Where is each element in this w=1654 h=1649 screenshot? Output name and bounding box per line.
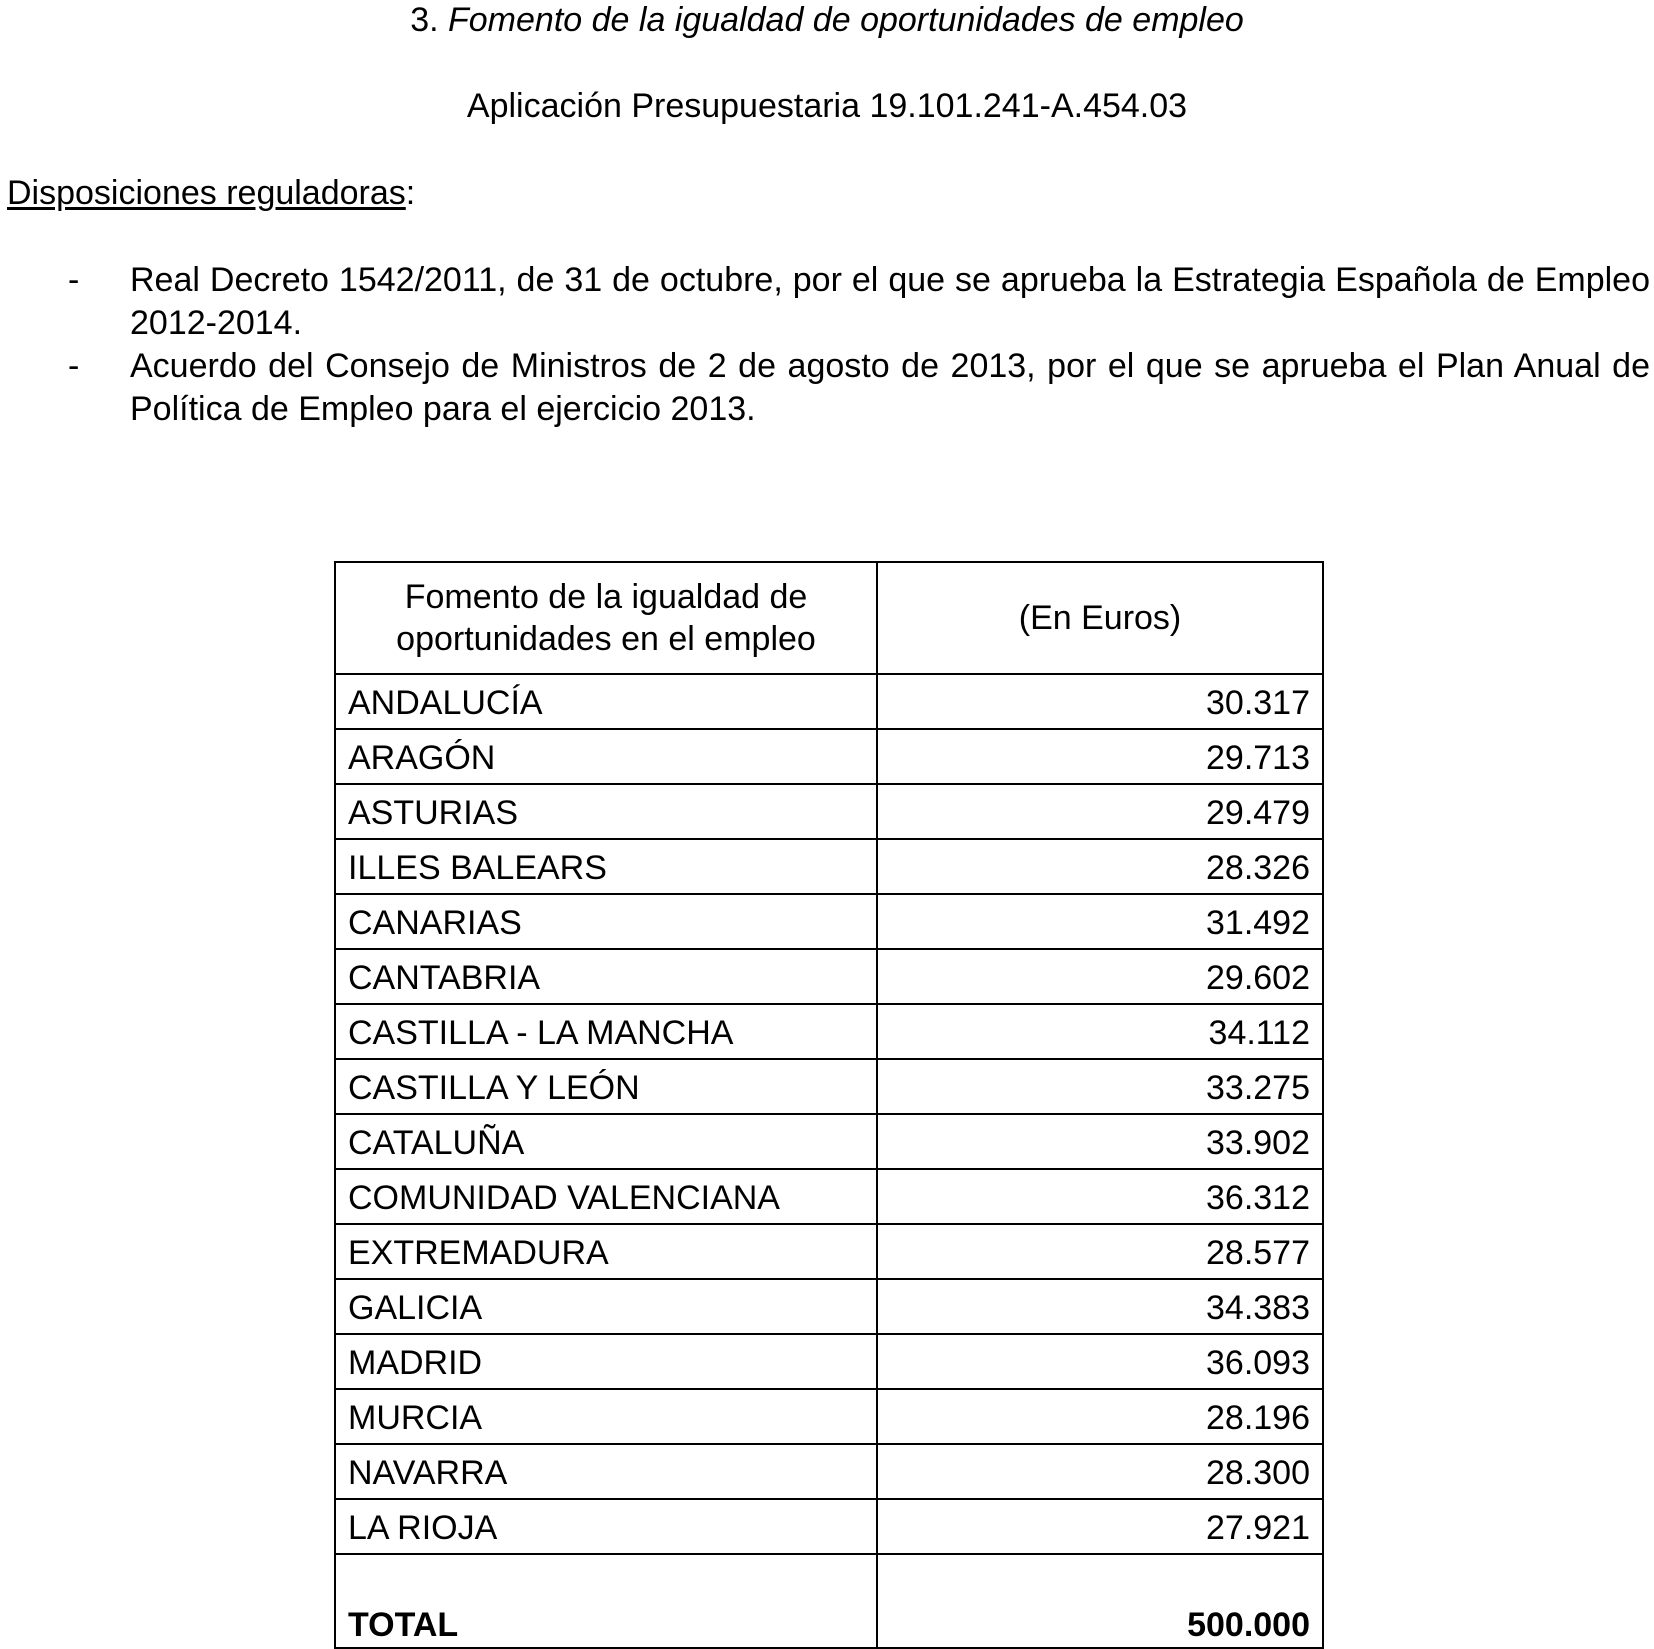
section-heading xyxy=(0,0,1654,40)
region-name: LA RIOJA xyxy=(335,1499,877,1554)
region-name: MADRID xyxy=(335,1334,877,1389)
region-name: CASTILLA - LA MANCHA xyxy=(335,1004,877,1059)
bullet-dash: - xyxy=(68,347,80,385)
region-name: ASTURIAS xyxy=(335,784,877,839)
bullet-dash: - xyxy=(68,261,80,299)
region-name: CASTILLA Y LEÓN xyxy=(335,1059,877,1114)
dispositions-label: Disposiciones reguladoras xyxy=(7,174,406,212)
region-amount: 29.602 xyxy=(877,949,1323,1004)
region-name: CATALUÑA xyxy=(335,1114,877,1169)
region-amount: 33.275 xyxy=(877,1059,1323,1114)
regulations-list xyxy=(0,259,1654,431)
budget-line: Aplicación Presupuestaria 19.101.241-A.454.03 xyxy=(466,87,1188,125)
table-row xyxy=(335,729,1323,784)
region-name: NAVARRA xyxy=(335,1444,877,1499)
region-amount: 28.196 xyxy=(877,1389,1323,1444)
region-name: ANDALUCÍA xyxy=(335,674,877,729)
table-row xyxy=(335,1004,1323,1059)
table-body xyxy=(335,674,1323,1648)
table-row xyxy=(335,1059,1323,1114)
regulation-text: Real Decreto 1542/2011, de 31 de octubre, por el que se aprueba la Estrategia Española de Empleo 2012-2014. xyxy=(130,261,1650,342)
regulation-item xyxy=(0,345,1650,431)
region-amount: 28.577 xyxy=(877,1224,1323,1279)
region-amount: 27.921 xyxy=(877,1499,1323,1554)
table-row xyxy=(335,949,1323,1004)
region-name: CANTABRIA xyxy=(335,949,877,1004)
region-name: ILLES BALEARS xyxy=(335,839,877,894)
table-row xyxy=(335,1279,1323,1334)
total-row xyxy=(335,1554,1323,1648)
region-amount: 36.312 xyxy=(877,1169,1323,1224)
region-name: COMUNIDAD VALENCIANA xyxy=(335,1169,877,1224)
region-name: MURCIA xyxy=(335,1389,877,1444)
region-amount: 28.300 xyxy=(877,1444,1323,1499)
regulation-item xyxy=(0,259,1650,345)
header-currency: (En Euros) xyxy=(877,562,1323,674)
region-amount: 33.902 xyxy=(877,1114,1323,1169)
table-row xyxy=(335,1389,1323,1444)
table-row xyxy=(335,1444,1323,1499)
region-amount: 30.317 xyxy=(877,674,1323,729)
section-number: 3. xyxy=(410,1,439,39)
region-amount: 36.093 xyxy=(877,1334,1323,1389)
region-amount: 29.713 xyxy=(877,729,1323,784)
region-amount: 29.479 xyxy=(877,784,1323,839)
total-label: TOTAL xyxy=(335,1554,877,1648)
table-row xyxy=(335,1224,1323,1279)
region-name: GALICIA xyxy=(335,1279,877,1334)
table-row xyxy=(335,839,1323,894)
table-row xyxy=(335,1114,1323,1169)
region-amount: 31.492 xyxy=(877,894,1323,949)
table-header-row xyxy=(335,562,1323,674)
dispositions-colon: : xyxy=(405,174,416,212)
table-row xyxy=(335,894,1323,949)
region-name: ARAGÓN xyxy=(335,729,877,784)
table-row xyxy=(335,784,1323,839)
region-amount: 34.383 xyxy=(877,1279,1323,1334)
region-amount: 34.112 xyxy=(877,1004,1323,1059)
region-amount: 28.326 xyxy=(877,839,1323,894)
table-row xyxy=(335,674,1323,729)
table-row xyxy=(335,1169,1323,1224)
table-row xyxy=(335,1334,1323,1389)
region-name: CANARIAS xyxy=(335,894,877,949)
region-name: EXTREMADURA xyxy=(335,1224,877,1279)
table-row xyxy=(335,1499,1323,1554)
regulation-text: Acuerdo del Consejo de Ministros de 2 de agosto de 2013, por el que se aprueba el Plan Anual de Política de Empleo para el ejercicio 2013. xyxy=(130,347,1650,428)
section-title: Fomento de la igualdad de oportunidades de empleo xyxy=(448,1,1244,39)
dispositions-heading xyxy=(7,173,415,213)
total-amount: 500.000 xyxy=(877,1554,1323,1648)
allocation-table xyxy=(334,561,1324,1649)
header-program: Fomento de la igualdad de oportunidades en el empleo xyxy=(335,562,877,674)
